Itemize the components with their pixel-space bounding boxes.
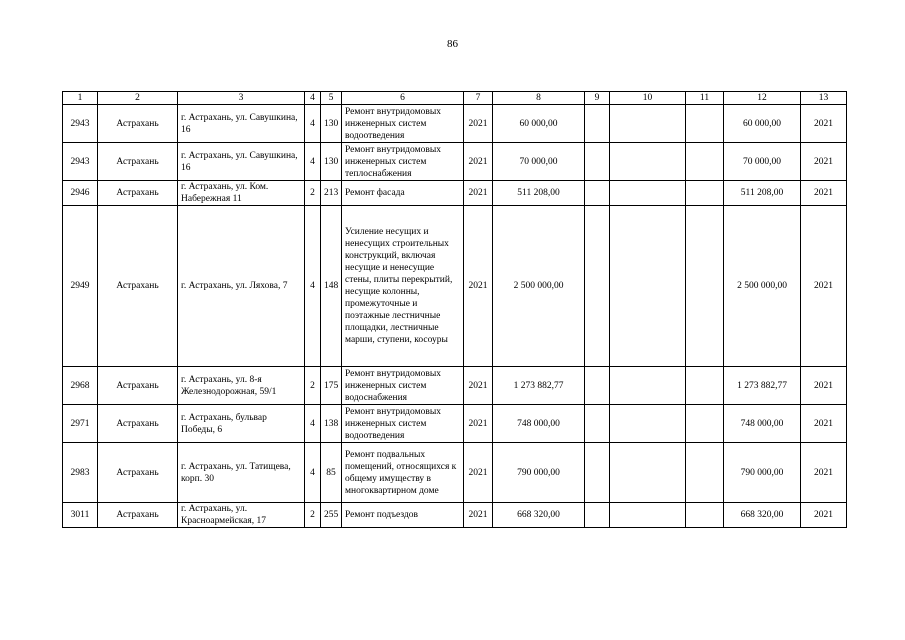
cell-col13: 2021 — [801, 143, 847, 181]
cell-col9 — [585, 105, 610, 143]
cell-col9 — [585, 405, 610, 443]
cell-year: 2021 — [464, 405, 493, 443]
cell-work: Ремонт внутридомовых инженерных систем теплоснабжения — [342, 143, 464, 181]
cell-id: 2943 — [63, 105, 98, 143]
cell-col13: 2021 — [801, 206, 847, 367]
cell-work: Ремонт внутридомовых инженерных систем водоснабжения — [342, 367, 464, 405]
cell-col4: 2 — [305, 503, 321, 528]
cell-col10 — [610, 503, 686, 528]
table-row — [63, 105, 847, 143]
cell-col4: 2 — [305, 181, 321, 206]
cell-city: Астрахань — [98, 105, 178, 143]
cell-col4: 4 — [305, 443, 321, 503]
cell-col11 — [686, 143, 724, 181]
cell-total: 70 000,00 — [493, 143, 585, 181]
cell-col11 — [686, 405, 724, 443]
cell-total: 748 000,00 — [493, 405, 585, 443]
cell-year: 2021 — [464, 143, 493, 181]
cell-work: Ремонт внутридомовых инженерных систем водоотведения — [342, 105, 464, 143]
cell-address: г. Астрахань, ул. 8-я Железнодорожная, 59/1 — [178, 367, 305, 405]
table-row — [63, 206, 847, 367]
table-row — [63, 143, 847, 181]
cell-col5: 130 — [321, 143, 342, 181]
cell-address: г. Астрахань, ул. Савушкина, 16 — [178, 143, 305, 181]
cell-col10 — [610, 367, 686, 405]
cell-col11 — [686, 443, 724, 503]
cell-col10 — [610, 105, 686, 143]
cell-id: 2983 — [63, 443, 98, 503]
table-row — [63, 503, 847, 528]
cell-col5: 213 — [321, 181, 342, 206]
cell-col12: 790 000,00 — [724, 443, 801, 503]
column-header: 2 — [98, 92, 178, 105]
cell-city: Астрахань — [98, 405, 178, 443]
cell-col9 — [585, 503, 610, 528]
column-header: 6 — [342, 92, 464, 105]
column-header: 3 — [178, 92, 305, 105]
cell-col5: 175 — [321, 367, 342, 405]
cell-year: 2021 — [464, 503, 493, 528]
column-header: 12 — [724, 92, 801, 105]
cell-col11 — [686, 206, 724, 367]
column-header: 8 — [493, 92, 585, 105]
cell-year: 2021 — [464, 105, 493, 143]
cell-address: г. Астрахань, ул. Ком. Набережная 11 — [178, 181, 305, 206]
cell-year: 2021 — [464, 367, 493, 405]
cell-address: г. Астрахань, ул. Татищева, корп. 30 — [178, 443, 305, 503]
cell-id: 2949 — [63, 206, 98, 367]
cell-col9 — [585, 181, 610, 206]
cell-col12: 60 000,00 — [724, 105, 801, 143]
cell-col9 — [585, 443, 610, 503]
cell-col4: 4 — [305, 206, 321, 367]
table-row — [63, 405, 847, 443]
table-row — [63, 181, 847, 206]
cell-col4: 4 — [305, 105, 321, 143]
cell-col10 — [610, 405, 686, 443]
cell-work: Ремонт подвальных помещений, относящихся к общему имуществу в многоквартирном доме — [342, 443, 464, 503]
cell-col13: 2021 — [801, 367, 847, 405]
table-row — [63, 367, 847, 405]
cell-year: 2021 — [464, 206, 493, 367]
cell-col12: 748 000,00 — [724, 405, 801, 443]
cell-city: Астрахань — [98, 206, 178, 367]
cell-city: Астрахань — [98, 443, 178, 503]
cell-col5: 130 — [321, 105, 342, 143]
cell-col9 — [585, 367, 610, 405]
cell-col4: 4 — [305, 405, 321, 443]
cell-col5: 138 — [321, 405, 342, 443]
cell-work: Ремонт фасада — [342, 181, 464, 206]
cell-id: 2946 — [63, 181, 98, 206]
cell-col13: 2021 — [801, 105, 847, 143]
column-header: 7 — [464, 92, 493, 105]
cell-city: Астрахань — [98, 503, 178, 528]
cell-total: 1 273 882,77 — [493, 367, 585, 405]
cell-col11 — [686, 367, 724, 405]
cell-work: Усиление несущих и ненесущих строительных конструкций, включая несущие и ненесущие стены, плиты перекрытий, несущие колонны, промежуточные и поэтажные лестничные площадки, лестничные марши, ступени, косоуры — [342, 206, 464, 367]
cell-col4: 2 — [305, 367, 321, 405]
cell-col10 — [610, 143, 686, 181]
cell-year: 2021 — [464, 181, 493, 206]
column-header: 11 — [686, 92, 724, 105]
cell-city: Астрахань — [98, 367, 178, 405]
cell-col12: 668 320,00 — [724, 503, 801, 528]
cell-address: г. Астрахань, ул. Красноармейская, 17 — [178, 503, 305, 528]
cell-col13: 2021 — [801, 405, 847, 443]
cell-id: 2943 — [63, 143, 98, 181]
cell-year: 2021 — [464, 443, 493, 503]
header-row — [63, 92, 847, 105]
cell-col5: 148 — [321, 206, 342, 367]
column-header: 4 — [305, 92, 321, 105]
cell-col11 — [686, 105, 724, 143]
column-header: 5 — [321, 92, 342, 105]
cell-total: 60 000,00 — [493, 105, 585, 143]
cell-address: г. Астрахань, ул. Савушкина, 16 — [178, 105, 305, 143]
cell-address: г. Астрахань, бульвар Победы, 6 — [178, 405, 305, 443]
cell-col12: 70 000,00 — [724, 143, 801, 181]
cell-col12: 511 208,00 — [724, 181, 801, 206]
cell-work: Ремонт подъездов — [342, 503, 464, 528]
column-header: 1 — [63, 92, 98, 105]
cell-col12: 2 500 000,00 — [724, 206, 801, 367]
cell-col10 — [610, 206, 686, 367]
cell-city: Астрахань — [98, 181, 178, 206]
cell-col10 — [610, 443, 686, 503]
cell-id: 3011 — [63, 503, 98, 528]
cell-total: 511 208,00 — [493, 181, 585, 206]
cell-id: 2971 — [63, 405, 98, 443]
cell-col11 — [686, 503, 724, 528]
cell-city: Астрахань — [98, 143, 178, 181]
cell-col11 — [686, 181, 724, 206]
cell-total: 2 500 000,00 — [493, 206, 585, 367]
cell-col5: 85 — [321, 443, 342, 503]
cell-total: 668 320,00 — [493, 503, 585, 528]
table-row — [63, 443, 847, 503]
cell-col12: 1 273 882,77 — [724, 367, 801, 405]
column-header: 10 — [610, 92, 686, 105]
column-header: 13 — [801, 92, 847, 105]
column-header: 9 — [585, 92, 610, 105]
cell-col9 — [585, 206, 610, 367]
data-table — [62, 91, 847, 528]
cell-col9 — [585, 143, 610, 181]
cell-work: Ремонт внутридомовых инженерных систем водоотведения — [342, 405, 464, 443]
cell-address: г. Астрахань, ул. Ляхова, 7 — [178, 206, 305, 367]
cell-col10 — [610, 181, 686, 206]
cell-col5: 255 — [321, 503, 342, 528]
cell-id: 2968 — [63, 367, 98, 405]
page-number: 86 — [447, 38, 458, 50]
cell-col13: 2021 — [801, 503, 847, 528]
cell-col13: 2021 — [801, 443, 847, 503]
cell-col4: 4 — [305, 143, 321, 181]
cell-col13: 2021 — [801, 181, 847, 206]
cell-total: 790 000,00 — [493, 443, 585, 503]
